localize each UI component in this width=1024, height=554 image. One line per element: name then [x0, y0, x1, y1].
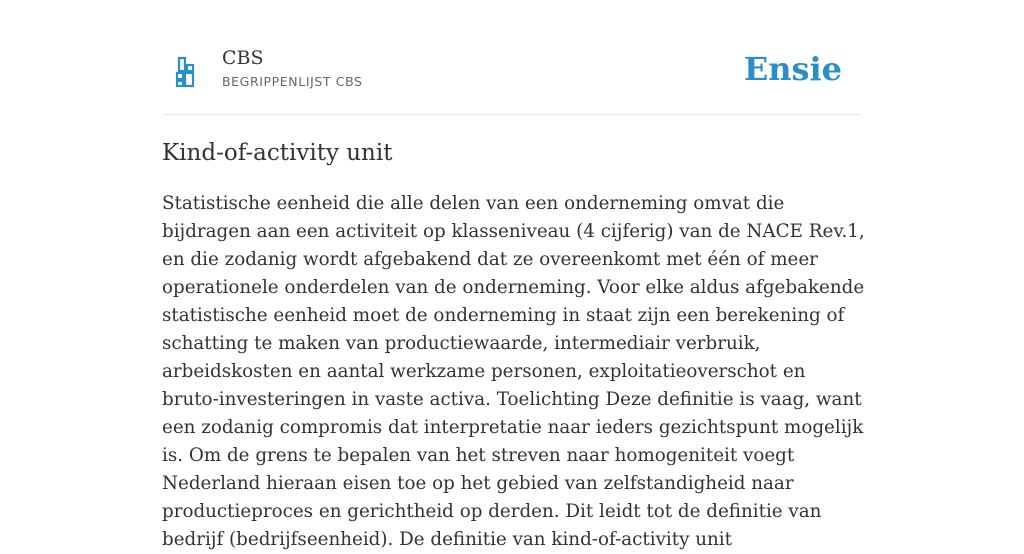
ensie-logo[interactable]: Ensie — [743, 50, 842, 88]
cbs-logo-icon[interactable] — [175, 56, 197, 88]
definition-text: Statistische eenheid die alle delen van een onderneming omvat die bijdragen aan een activiteit op klasseniveau (4 cijferig) van de NACE Rev.1, en die zodanig wordt afgebakend dat ze overeenkomt met één of meer operationele onderdelen van de onderneming. Voor elke aldus afgebakende statistische eenheid moet de onderneming in staat zijn een berekening of schatting te maken van productiewaarde, intermediair verbruik, arbeidskosten en aantal werkzame personen, exploitatieoverschot en bruto-investeringen in vaste activa. Toelichting Deze definitie is vaag, want een zodanig compromis dat interpretatie naar ieders gezichtspunt mogelijk is. Om de grens te bepalen van het streven naar homogeniteit voegt Nederland hieraan eisen toe op het gebied van zelfstandigheid naar productieproces en gerichtheid op derden. Dit leidt tot de definitie van bedrijf (bedrijfseenheid). De definitie van kind-of-activity unit — [162, 193, 865, 550]
source-name[interactable]: CBS — [222, 47, 264, 69]
site-header — [162, 0, 862, 115]
page-title: Kind-of-activity unit — [162, 140, 393, 166]
source-subtitle[interactable]: BEGRIPPENLIJST CBS — [222, 74, 363, 89]
